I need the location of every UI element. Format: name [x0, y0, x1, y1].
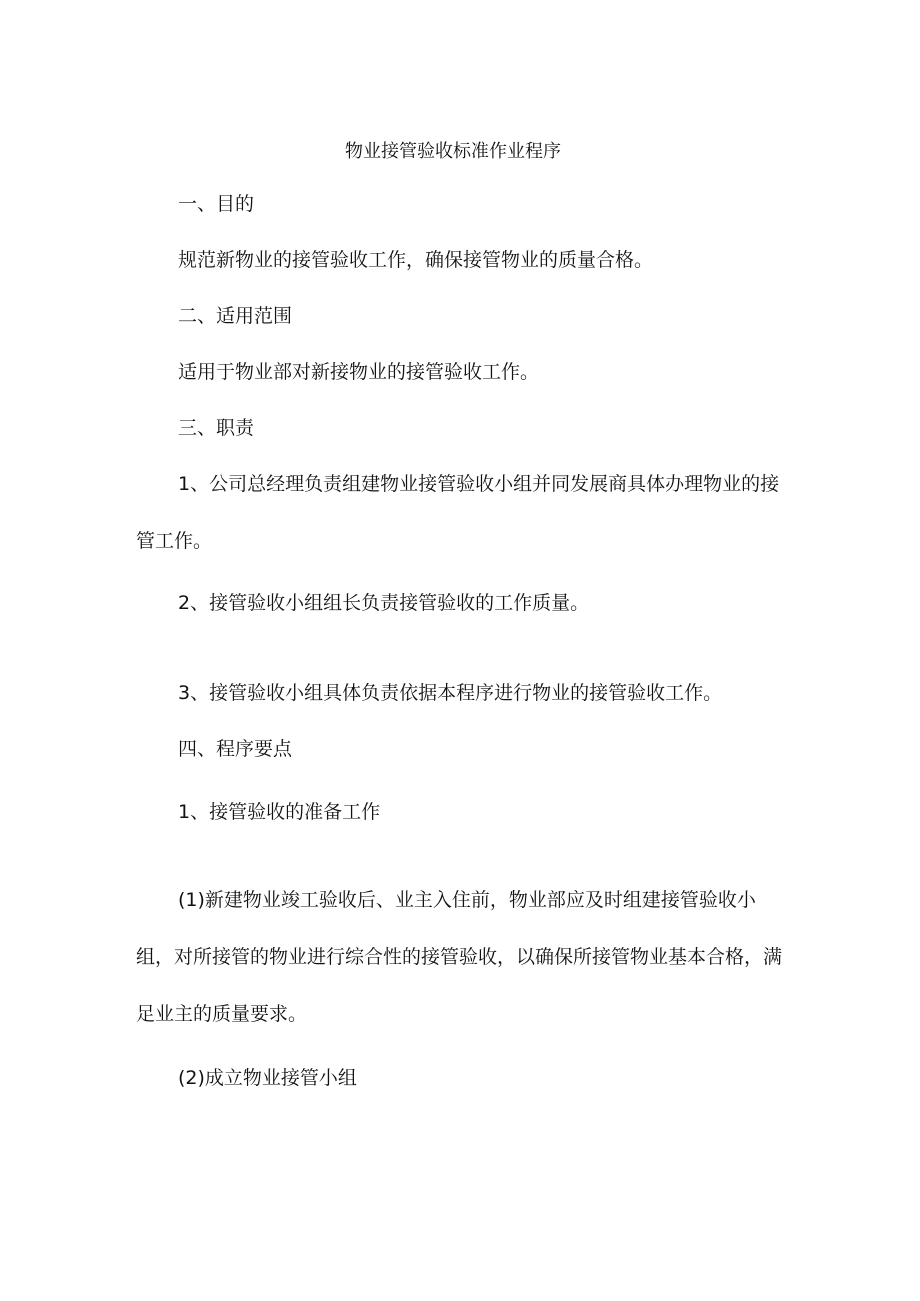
section-heading-duties: 三、职责 — [178, 417, 255, 439]
procedure-item-1-line-1: (1)新建物业竣工验收后、业主入住前，物业部应及时组建接管验收小 — [178, 889, 756, 911]
document-title: 物业接管验收标准作业程序 — [345, 141, 561, 162]
section-heading-scope: 二、适用范围 — [178, 305, 293, 327]
duty-item-2: 2、接管验收小组组长负责接管验收的工作质量。 — [178, 592, 590, 614]
duty-item-3: 3、接管验收小组具体负责依据本程序进行物业的接管验收工作。 — [178, 682, 723, 704]
procedure-item-2: (2)成立物业接管小组 — [178, 1067, 357, 1089]
section-heading-procedure: 四、程序要点 — [178, 738, 293, 760]
duty-item-1-line-1: 1、公司总经理负责组建物业接管验收小组并同发展商具体办理物业的接 — [178, 473, 780, 495]
procedure-item-1-line-2: 组，对所接管的物业进行综合性的接管验收，以确保所接管物业基本合格，满 — [136, 946, 783, 968]
procedure-point-1-heading: 1、接管验收的准备工作 — [178, 801, 381, 823]
duty-item-1-line-2: 管工作。 — [136, 530, 213, 552]
procedure-item-1-line-3: 足业主的质量要求。 — [136, 1003, 308, 1025]
section-heading-purpose: 一、目的 — [178, 193, 255, 215]
paragraph-purpose: 规范新物业的接管验收工作，确保接管物业的质量合格。 — [178, 249, 654, 271]
paragraph-scope: 适用于物业部对新接物业的接管验收工作。 — [178, 361, 540, 383]
